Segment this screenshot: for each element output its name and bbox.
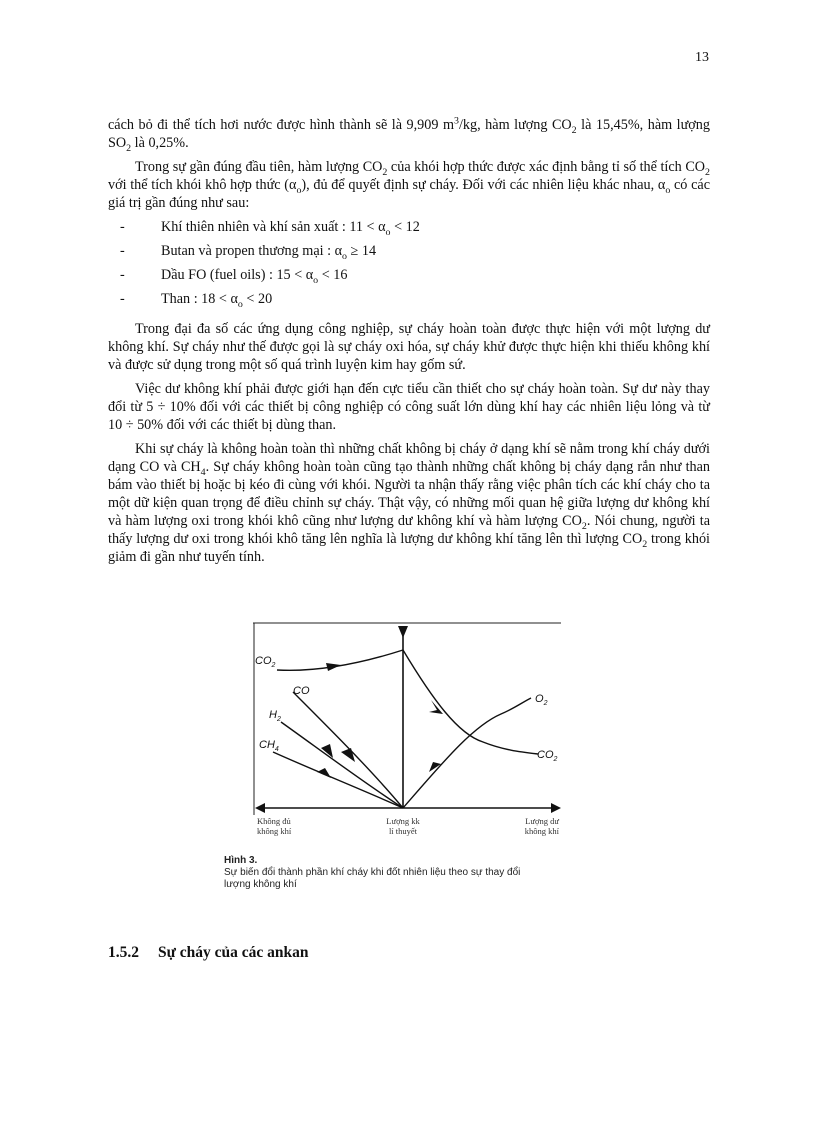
paragraph-2: Trong sự gần đúng đầu tiên, hàm lượng $CO_2$ của khói hợp thức được xác định bằng tỉ số thể tích $CO_2$ với thể tích khói khô hợp thức $(\alpha_o)$, đủ để quyết định sự cháy. Đối với các nhiên liệu khác nhau, $\alpha_o$ có các giá trị gần đúng như sau: (108, 159, 710, 211)
label-ch4: $CH_4$ (259, 739, 279, 753)
label-co2-left: $CO_2$ (255, 655, 276, 669)
list-item: - Dầu FO (fuel oils) : $15 < \alpha_o < 16$ (120, 267, 348, 286)
caption-line-1: Sự biến đổi thành phần khí cháy khi đốt nhiên liệu theo sự thay đổi (224, 867, 521, 878)
paragraph-3: Trong đại đa số các ứng dụng công nghiệp, sự cháy hoàn toàn được thực hiện với một lượng dư không khí. Sự cháy như thế được gọi là sự cháy oxi hóa, sự cháy khử được thực hiện khi thiếu không khí và được sử dụng trong một số quá trình luyện kim hay gốm sứ. (108, 321, 710, 373)
axis-label-right-2: không khí (524, 826, 559, 836)
figure-caption (224, 855, 604, 891)
paragraph-4: Việc dư không khí phải được giới hạn đến cực tiểu cần thiết cho sự cháy hoàn toàn. Sự dư này thay đổi từ 5 ÷ 10% đối với các thiết bị công nghiệp có công suất lớn dùng khí hay các nhiên liệu lỏng và từ 10 ÷ 50% đối với các thiết bị dùng than. (108, 381, 710, 433)
alpha-values-list (108, 218, 710, 314)
list-item: - Butan và propen thương mại : $\alpha_o \ge 14$ (120, 243, 377, 262)
paragraph-5: Khi sự cháy là không hoàn toàn thì những chất không bị cháy ở dạng khí sẽ nằm trong khí cháy dưới dạng CO và $CH_4$. Sự cháy không hoàn toàn cũng tạo thành những chất không bị cháy dạng rắn như than bám vào thiết bị hoặc bị kéo đi cùng với khói. Người ta nhận thấy rằng việc phân tích các khí cháy cho ta một dữ kiện quan trọng để điều chỉnh sự cháy. Thật vậy, có những mối quan hệ giữa lượng dư không khí và hàm lượng oxi trong khói khô cũng như lượng dư không khí và hàm lượng $CO_2$. Nói chung, người ta thấy lượng dư oxi trong khói khô tăng lên nghĩa là lượng dư không khí tăng lên thì lượng $CO_2$ trong khói giảm đi gần như tuyến tính. (108, 441, 711, 565)
page-number: 13 (695, 50, 709, 65)
caption-line-2: lượng không khí (224, 879, 297, 890)
list-item: - Than : $18 < \alpha_o < 20$ (120, 291, 273, 310)
label-co: CO (293, 685, 310, 697)
axis-label-right-1: Lượng dư (525, 816, 559, 826)
axis-label-left-1: Không đủ (257, 816, 291, 826)
axis-label-left-2: không khí (257, 826, 292, 836)
figure-3-diagram (253, 622, 563, 842)
label-co2-right: $CO_2$ (537, 749, 558, 763)
label-h2: $H_2$ (269, 709, 281, 723)
paragraph-1: cách bỏ đi thể tích hơi nước được hình thành sẽ là 9,909 $m^3/kg$, hàm lượng $CO_2$ là 15,45%, hàm lượng $SO_2$ là 0,25%. (108, 115, 710, 154)
caption-title: Hình 3. (224, 855, 258, 866)
body-text (108, 116, 710, 572)
list-item: - Khí thiên nhiên và khí sản xuất : $11 < \alpha_o < 12$ (120, 219, 420, 238)
axis-label-mid-2: lí thuyết (388, 826, 418, 836)
axis-label-mid-1: Lượng kk (386, 816, 420, 826)
label-o2: $O_2$ (535, 693, 548, 707)
section-heading: 1.5.2 Sự cháy của các ankan (108, 944, 309, 961)
